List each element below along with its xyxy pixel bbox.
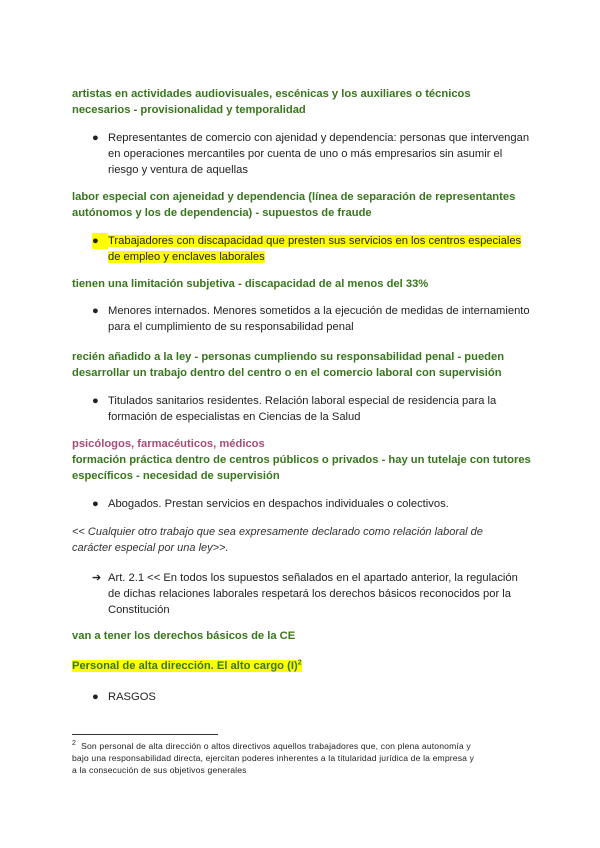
green-note-heading: artistas en actividades audiovisuales, escénicas y los auxiliares o técnicos necesarios - provisionalidad y temporalidad <box>72 88 471 116</box>
bullet-marker: ● <box>92 691 99 703</box>
footnote-divider <box>72 734 218 735</box>
footnote: $^2$ Son personal de alta dirección o altos directivos aquellos trabajadores que, con plena autonomía y bajo una responsabilidad directa, ejercitan poderes inherentes a la titularidad jurídica de la empresa y a la consecución de sus objetivos generales <box>72 740 475 775</box>
bullet-item: ● Representantes de comercio con ajenidad y dependencia: personas que intervengan en operaciones mercantiles por cuenta de uno o más empresarios sin asumir el riesgo y ventura de aquellas <box>92 132 530 176</box>
green-note-heading: recién añadido a la ley - personas cumpliendo su responsabilidad penal - pueden desarrollar un trabajo dentro del centro o en el comercio laboral con supervisión <box>72 351 505 379</box>
bullet-marker: ● <box>92 395 99 407</box>
footnote-ref[interactable]: 2 <box>297 659 302 667</box>
bullet-marker: ● <box>92 233 108 249</box>
arrow-icon: ➔ <box>92 572 102 584</box>
green-note-heading: tienen una limitación subjetiva - discapacidad de al menos del 33% <box>72 278 429 290</box>
green-note-heading: labor especial con ajeneidad y dependencia (línea de separación de representantes autónomos y los de dependencia) - supuestos de fraude <box>72 191 516 219</box>
italic-quote: << Cualquier otro trabajo que sea expresamente declarado como relación laboral de carácter especial por una ley>>. <box>72 526 483 554</box>
section-heading-alta-direccion: Personal de alta dirección. El alto cargo $(I)^2$ <box>72 659 302 672</box>
green-note-heading: formación práctica dentro de centros públicos o privados - hay un tutelaje con tutores específicos - necesidad de supervisión <box>72 454 531 482</box>
bullet-item: ● Menores internados. Menores sometidos a la ejecución de medidas de internamiento para el cumplimiento de su responsabilidad penal <box>92 305 530 333</box>
bullet-marker: ● <box>92 498 99 510</box>
bullet-marker: ● <box>92 132 99 144</box>
pink-note-heading: psicólogos, farmacéuticos, médicos <box>72 438 265 450</box>
arrow-item: ➔ Art. 2.1 << En todos los supuestos señalados en el apartado anterior, la regulación de dichas relaciones laborales respetará los derechos básicos reconocidos por la Constitución <box>92 572 518 616</box>
green-note-heading: van a tener los derechos básicos de la CE <box>72 630 296 642</box>
bullet-item: ● RASGOS <box>92 691 156 703</box>
bullet-marker: ● <box>92 305 99 317</box>
footnote-number: 2 <box>72 740 77 748</box>
bullet-item-highlighted: ● Trabajadores con discapacidad que presten sus servicios en los centros especiales de empleo y enclaves laborales <box>92 235 522 263</box>
bullet-item: ● Titulados sanitarios residentes. Relación laboral especial de residencia para la formación de especialistas en Ciencias de la Salud <box>92 395 497 423</box>
bullet-item: ● Abogados. Prestan servicios en despachos individuales o colectivos. <box>92 498 449 510</box>
